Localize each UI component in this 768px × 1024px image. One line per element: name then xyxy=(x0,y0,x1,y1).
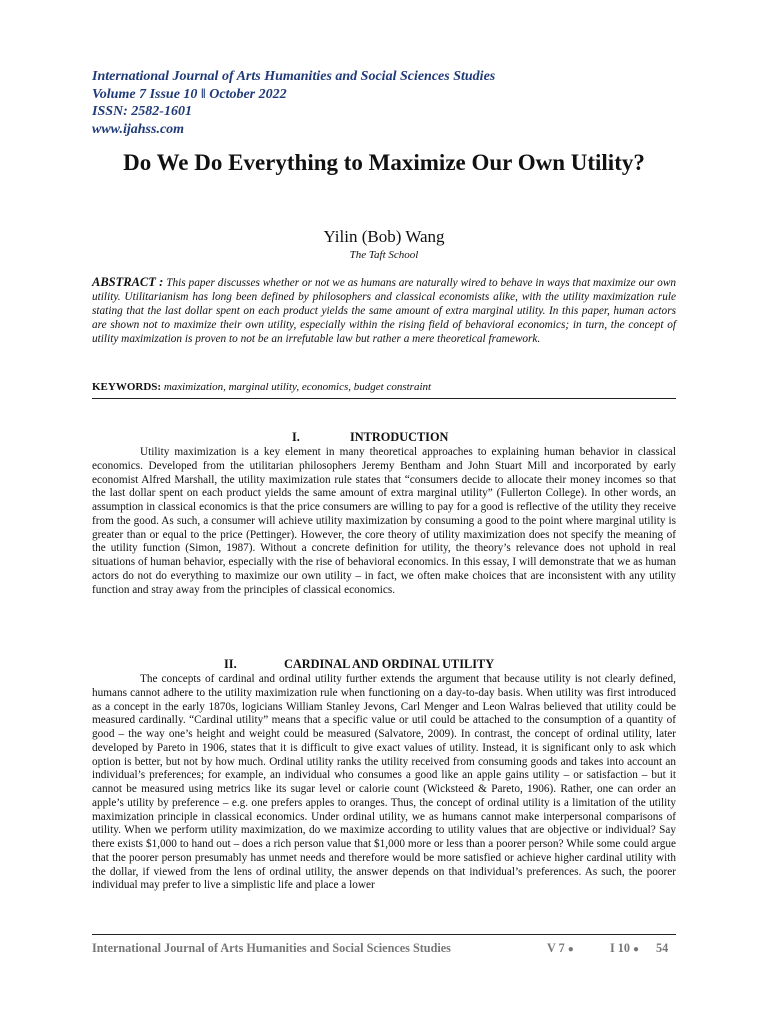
keywords-text: maximization, marginal utility, economics, budget constraint xyxy=(163,381,432,393)
journal-issn: ISSN: 2582-1601 xyxy=(92,104,192,119)
abstract-text: This paper discusses whether or not we as humans are naturally wired to behave in ways that maximize our own utility. Utilitarianism has long been defined by philosophers and classical economists alike, with the utility maximization rule stating that the last dollar spent on each product yields the same amount of extra marginal utility. In this paper, human actors are shown not to maximize their own utility, especially within the rising field of behavioral economics; in turn, the concept of utility maximization is proven to not be an irrefutable law but rather a mere theoretical framework. xyxy=(92,277,677,345)
keywords-label: KEYWORDS: xyxy=(92,381,162,393)
author-name: Yilin (Bob) Wang xyxy=(323,227,445,246)
paper-title: Do We Do Everything to Maximize Our Own Utility? xyxy=(123,150,645,175)
page-footer xyxy=(92,941,676,957)
author-affiliation: The Taft School xyxy=(349,249,419,261)
section-number: II. xyxy=(224,657,237,671)
footer-issue: I 10 ● xyxy=(610,941,640,955)
journal-name: International Journal of Arts Humanities and Social Sciences Studies xyxy=(92,69,496,84)
section-number: I. xyxy=(292,430,300,444)
footer-divider xyxy=(92,934,676,935)
section-title: CARDINAL AND ORDINAL UTILITY xyxy=(284,657,495,671)
footer-page-number: 54 xyxy=(656,941,669,955)
abstract xyxy=(92,276,676,347)
keywords xyxy=(92,381,676,394)
journal-volume-issue: Volume 7 Issue 10 ǁ October 2022 xyxy=(92,86,287,102)
abstract-label: ABSTRACT : xyxy=(92,275,164,289)
section-body-introduction: Utility maximization is a key element in many theoretical approaches to explaining human behavior in classical economics. Developed from the utilitarian philosophers Jeremy Bentham and John Stuart Mill and incorporated by early economist Alfred Marshall, the utility maximization rule states that “consumers decide to allocate their money incomes so that the last dollar spent on each product yields the same amount of extra marginal utility” (Fullerton College). In other words, an assumption in classical economics is that the price consumers are willing to pay for a good is reflective of the utility they receive from the good. As such, a consumer will achieve utility maximization by consuming a good to the point where marginal utility is greater than or equal to the price (Pettinger). However, the core theory of utility maximization does not specify the meaning of the utility function (Simon, 1987). Without a concrete definition for utility, the theory’s relevance does not uphold in real situations of human behavior, especially with the rise of behavioral economics. In this essay, I will demonstrate that we as human actors do not do everything to maximize our own utility – in fact, we often make choices that are inconsistent with any utility function and stray away from the principles of classical economics. xyxy=(92,446,676,596)
journal-website[interactable]: www.ijahss.com xyxy=(92,121,185,137)
footer-journal-name: International Journal of Arts Humanities and Social Sciences Studies xyxy=(92,941,451,955)
section-title: INTRODUCTION xyxy=(350,430,449,444)
keywords-divider xyxy=(92,398,676,399)
section-body-cardinal-ordinal: The concepts of cardinal and ordinal utility further extends the argument that because utility is not clearly defined, humans cannot adhere to the utility maximization rule when functioning on a day-to-day basis. When utility was first introduced as a concept in the early 1870s, logicians William Stanley Jevons, Carl Menger and Leon Walras believed that utility could be measured cardinally. “Cardinal utility” means that a specific value or util could be attached to the consumption of a quantity of good – the way one’s height and weight could be measured (Salvatore, 2009). In contrast, the concept of ordinal utility, later developed by Pareto in 1906, states that it is difficult to give exact values of utility. Instead, it is significant only to ask which option is better, but not by how much. Ordinal utility ranks the utility received from consuming goods and takes into account an individual’s preferences; for example, an individual who consumes a good like an apple gains utility – or satisfaction – but it cannot be measured using metrics like its sugar level or calorie count (Wicksteed & Pareto, 1906). Rather, one can order an apple’s utility by preference – e.g. one prefers apples to oranges. Thus, the concept of ordinal utility is a limitation of the utility maximization principle in classical economics. Under ordinal utility, we as humans cannot make interpersonal comparisons of utility. When we perform utility maximization, do we maximize according to utility values that are objective or individual? Say there exists $1,000 to hand out – does a rich person value that $1,000 more or less than a poorer person? While some could argue that the poorer person presumably has unmet needs and therefore would be more satisfied or achieve higher cardinal utility with the dollar, if viewed from the lens of ordinal utility, the answer depends on that individual’s preferences. As such, the poorer individual may prefer to live a simplistic life and place a lower xyxy=(92,673,676,892)
journal-header xyxy=(92,68,692,138)
footer-volume: V 7 ● xyxy=(547,941,574,955)
